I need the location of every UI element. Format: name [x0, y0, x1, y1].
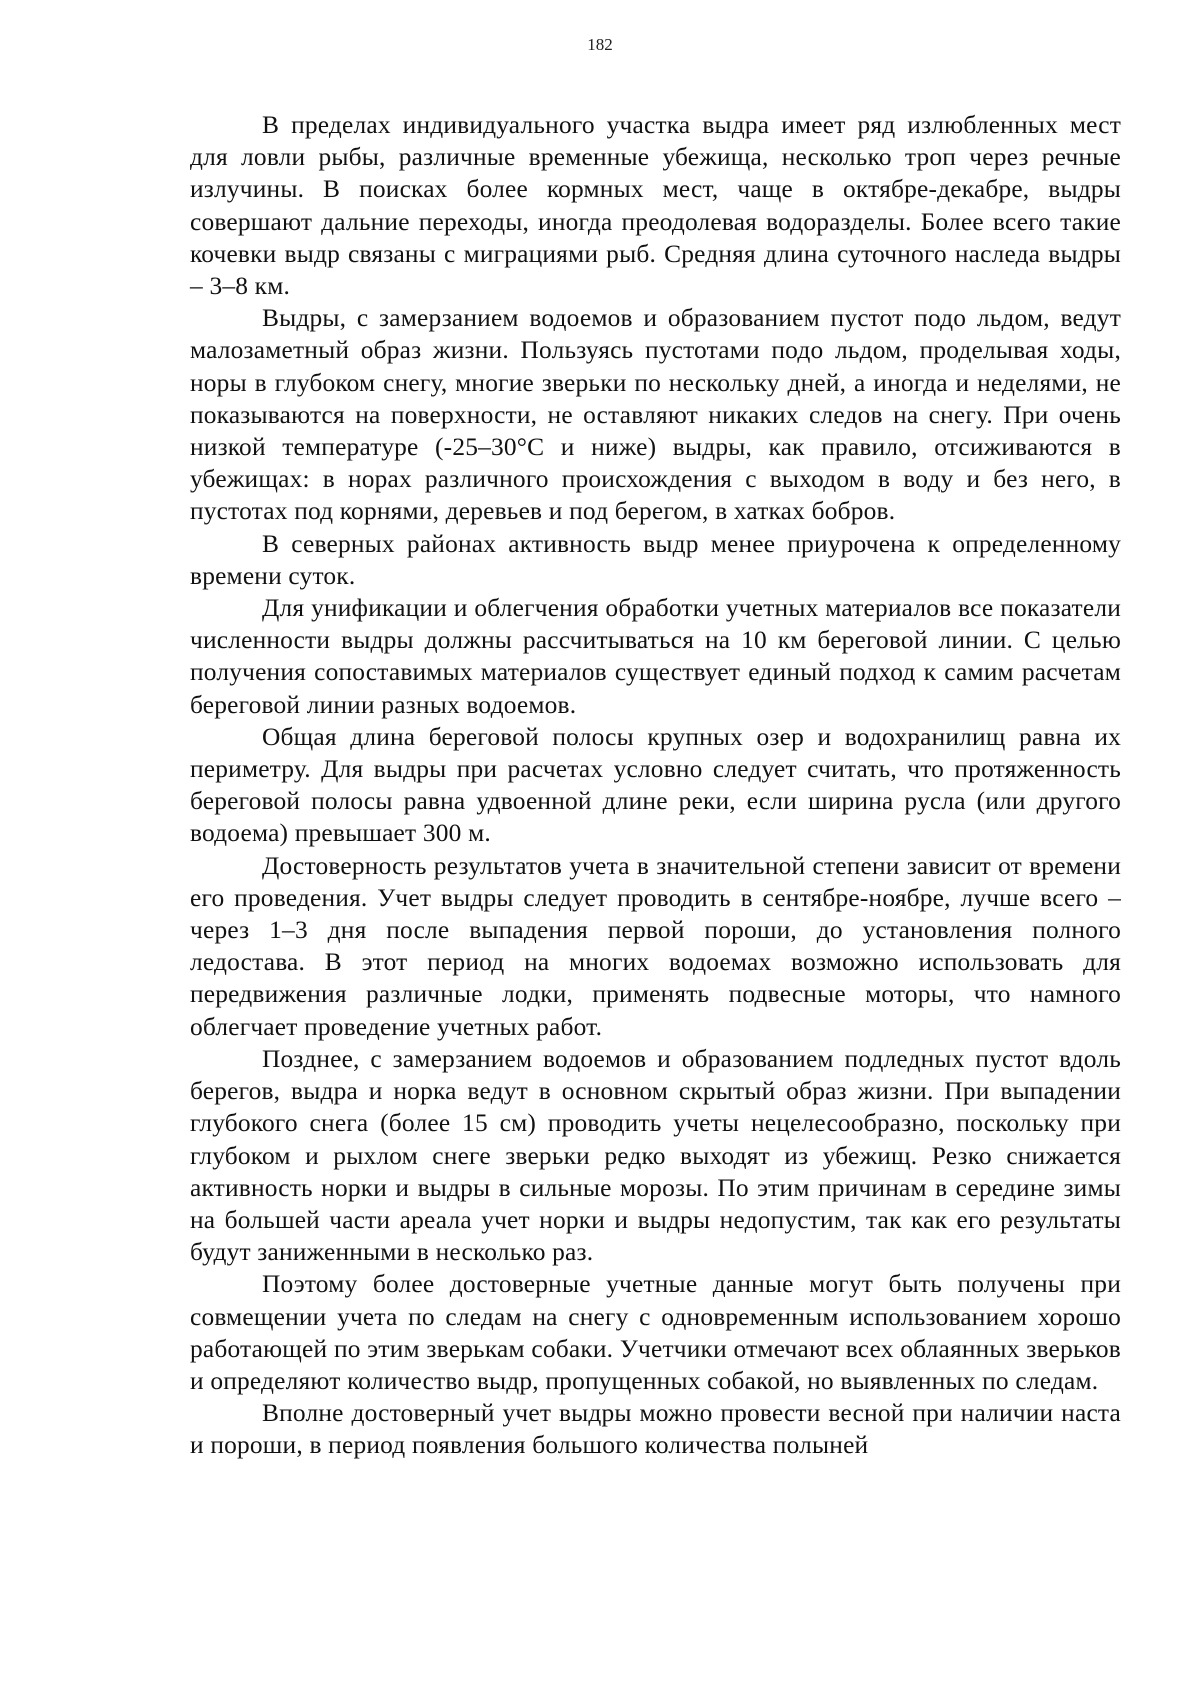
paragraph-2: Выдры, с замерзанием водоемов и образованием пустот подо льдом, ведут малозаметный образ жизни. Пользуясь пустотами подо льдом, проделывая ходы, норы в глубоком снегу, многие зверьки по нескольку дней, а иногда и неделями, не показываются на поверхности, не оставляют никаких следов на снегу. При очень низкой температуре (-25–30°С и ниже) выдры, как правило, отсиживаются в убежищах: в норах различного происхождения с выходом в воду и без него, в пустотах под корнями, деревьев и под берегом, в хатках бобров. — [190, 304, 1121, 526]
page-number: 182 — [587, 35, 613, 54]
paragraph-6: Достоверность результатов учета в значительной степени зависит от времени его проведения. Учет выдры следует проводить в сентябре-ноябре, лучше всего – через 1–3 дня после выпадения первой пороши, до установления полного ледостава. В этот период на многих водоемах возможно использовать для передвижения различные лодки, применять подвесные моторы, что намного облегчает проведение учетных работ. — [190, 851, 1121, 1041]
paragraph-7: Позднее, с замерзанием водоемов и образованием подледных пустот вдоль берегов, выдра и норка ведут в основном скрытый образ жизни. При выпадении глубокого снега (более 15 см) проводить учеты нецелесообразно, поскольку при глубоком и рыхлом снеге зверьки редко выходят из убежищ. Резко снижается активность норки и выдры в сильные морозы. По этим причинам в середине зимы на большей части ареала учет норки и выдры недопустим, так как его результаты будут заниженными в несколько раз. — [190, 1044, 1121, 1267]
paragraph-3: В северных районах активность выдр менее приурочена к определенному времени суток. — [190, 529, 1121, 590]
paragraph-5: Общая длина береговой полосы крупных озер и водохранилищ равна их периметру. Для выдры при расчетах условно следует считать, что протяженность береговой полосы равна удвоенной длине реки, если ширина русла (или другого водоема) превышает 300 м. — [190, 722, 1121, 848]
page-body — [190, 109, 1121, 1462]
paragraph-8: Поэтому более достоверные учетные данные могут быть получены при совмещении учета по следам на снегу с одновременным использованием хорошо работающей по этим зверькам собаки. Учетчики отмечают всех облаянных зверьков и определяют количество выдр, пропущенных собакой, но выявленных по следам. — [190, 1270, 1121, 1395]
paragraph-4: Для унификации и облегчения обработки учетных материалов все показатели численности выдры должны рассчитываться на 10 км береговой линии. С целью получения сопоставимых материалов существует единый подход к самим расчетам береговой линии разных водоемов. — [190, 594, 1121, 719]
paragraph-1: В пределах индивидуального участка выдра имеет ряд излюбленных мест для ловли рыбы, различные временные убежища, несколько троп через речные излучины. В поисках более кормных мест, чаще в октябре-декабре, выдры совершают дальние переходы, иногда преодолевая водоразделы. Более всего такие кочевки выдр связаны с миграциями рыб. Средняя длина суточного наследа выдры – 3–8 км. — [190, 111, 1121, 301]
paragraph-9: Вполне достоверный учет выдры можно провести весной при наличии наста и пороши, в период появления большого количества полыней — [190, 1399, 1121, 1460]
